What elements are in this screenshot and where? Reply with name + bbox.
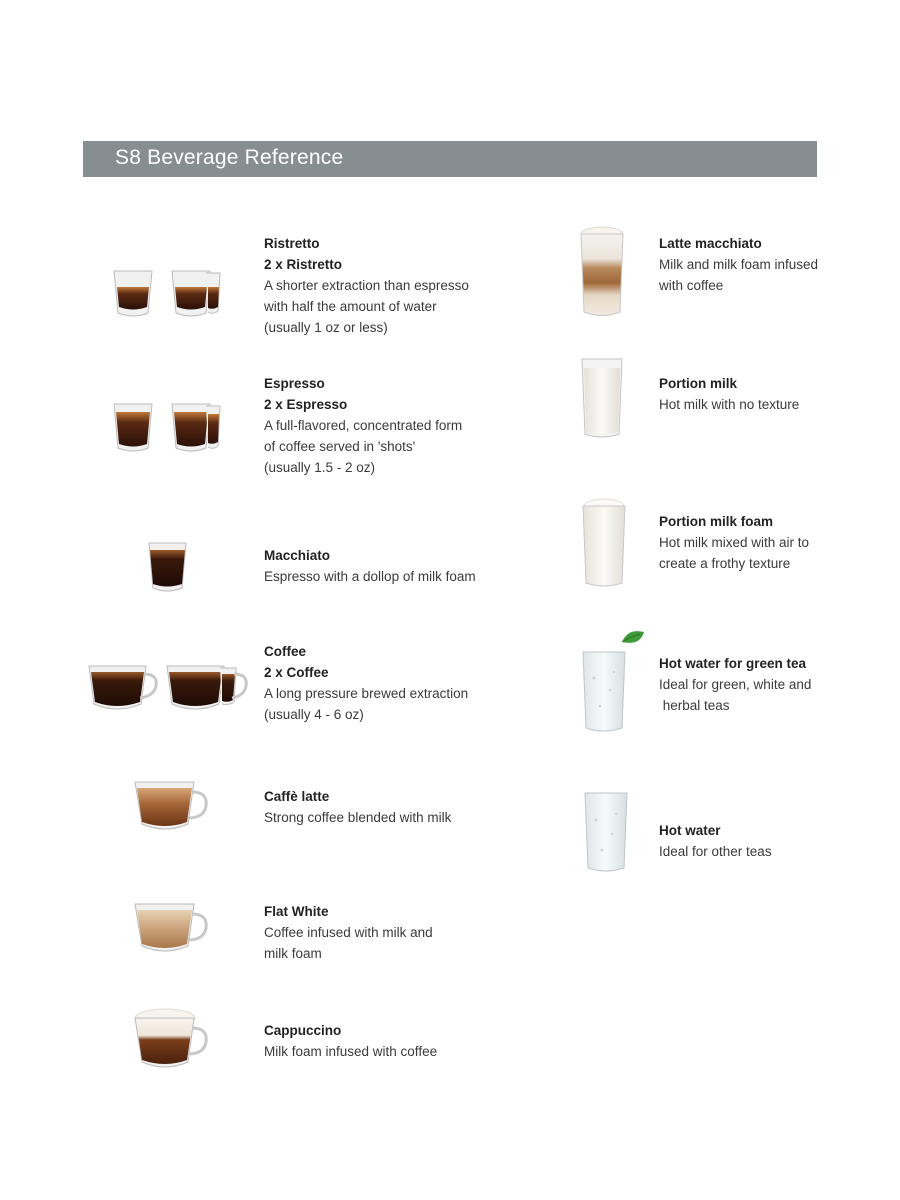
- beverage-desc-line: milk foam: [264, 946, 322, 961]
- beverage-cappuccino: [264, 1020, 437, 1062]
- latte-macchiato-glass-icon: [578, 224, 626, 320]
- beverage-desc-line: create a frothy texture: [659, 556, 791, 571]
- beverage-name: Latte macchiato: [659, 236, 762, 251]
- page-header-bar: [83, 141, 817, 177]
- beverage-desc-line: Espresso with a dollop of milk foam: [264, 569, 476, 584]
- beverage-hot-water-green-tea: [659, 653, 811, 716]
- beverage-desc-line: (usually 4 - 6 oz): [264, 707, 364, 722]
- beverage-ristretto: [264, 233, 469, 338]
- beverage-subtitle: 2 x Coffee: [264, 665, 329, 680]
- beverage-desc-line: with coffee: [659, 278, 724, 293]
- beverage-desc-line: Milk and milk foam infused: [659, 257, 819, 272]
- beverage-flat-white: [264, 901, 433, 964]
- beverage-desc-line: A shorter extraction than espresso: [264, 278, 469, 293]
- page-title: S8 Beverage Reference: [115, 146, 344, 169]
- beverage-subtitle: 2 x Ristretto: [264, 257, 343, 272]
- beverage-name: Espresso: [264, 376, 325, 391]
- beverage-desc-line: with half the amount of water: [264, 299, 437, 314]
- beverage-desc-line: Ideal for other teas: [659, 844, 772, 859]
- water-glass-icon: [582, 790, 630, 874]
- beverage-espresso: [264, 373, 462, 478]
- espresso-glasses-icon: [110, 400, 225, 458]
- beverage-latte-macchiato: [659, 233, 818, 296]
- ristretto-glasses-icon: [110, 265, 225, 323]
- macchiato-glass-icon: [146, 540, 190, 594]
- beverage-name: Hot water: [659, 823, 721, 838]
- beverage-desc-line: (usually 1.5 - 2 oz): [264, 460, 376, 475]
- beverage-name: Macchiato: [264, 548, 331, 563]
- coffee-cups-icon: [86, 660, 251, 716]
- beverage-desc-line: Hot milk mixed with air to: [659, 535, 810, 550]
- beverage-macchiato: [264, 545, 476, 587]
- beverage-subtitle: 2 x Espresso: [264, 397, 348, 412]
- beverage-name: Ristretto: [264, 236, 320, 251]
- milk-glass-icon: [579, 356, 625, 440]
- beverage-name: Cappuccino: [264, 1023, 342, 1038]
- beverage-desc-line: Strong coffee blended with milk: [264, 810, 452, 825]
- beverage-name: Flat White: [264, 904, 329, 919]
- beverage-caffe-latte: [264, 786, 451, 828]
- beverage-desc-line: A full-flavored, concentrated form: [264, 418, 463, 433]
- beverage-name: Caffè latte: [264, 789, 330, 804]
- beverage-desc-line: Hot milk with no texture: [659, 397, 800, 412]
- cappuccino-cup-icon: [132, 1006, 214, 1074]
- beverage-desc-line: Coffee infused with milk and: [264, 925, 433, 940]
- beverage-desc-line: (usually 1 oz or less): [264, 320, 388, 335]
- green-tea-water-glass-icon: [580, 628, 646, 734]
- caffe-latte-cup-icon: [132, 778, 214, 836]
- beverage-portion-milk: [659, 373, 799, 415]
- beverage-desc-line: Milk foam infused with coffee: [264, 1044, 438, 1059]
- beverage-name: Portion milk foam: [659, 514, 774, 529]
- beverage-desc-line: A long pressure brewed extraction: [264, 686, 469, 701]
- beverage-name: Portion milk: [659, 376, 738, 391]
- beverage-coffee: [264, 641, 468, 725]
- beverage-desc-line: of coffee served in 'shots': [264, 439, 416, 454]
- flat-white-cup-icon: [132, 900, 214, 958]
- beverage-name: Hot water for green tea: [659, 656, 807, 671]
- beverage-desc-line: herbal teas: [659, 698, 730, 713]
- beverage-portion-milk-foam: [659, 511, 809, 574]
- beverage-hot-water: [659, 820, 772, 862]
- milk-foam-glass-icon: [580, 497, 628, 589]
- beverage-name: Coffee: [264, 644, 307, 659]
- beverage-desc-line: Ideal for green, white and: [659, 677, 812, 692]
